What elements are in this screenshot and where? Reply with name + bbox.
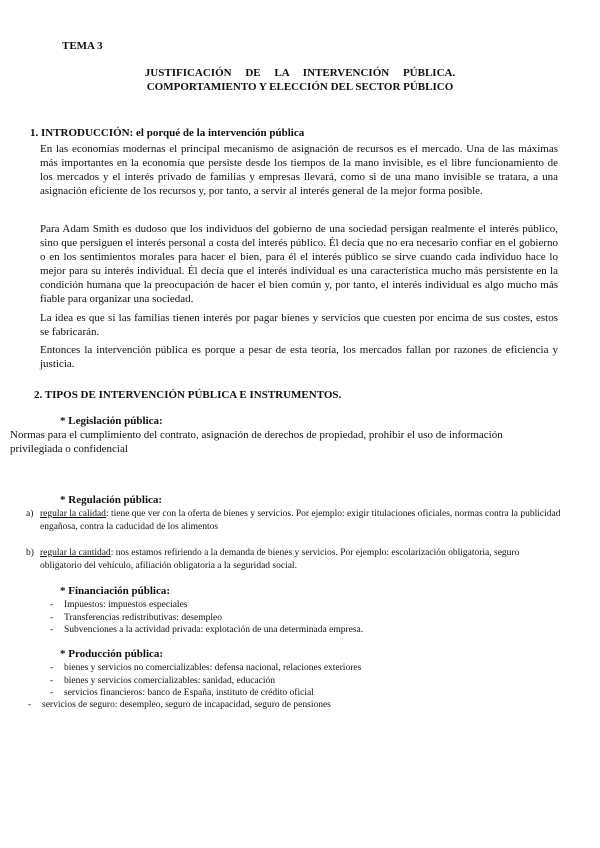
regulacion-item-a-term: regular la calidad — [40, 509, 106, 519]
regulacion-item-a-text: : tiene que ver con la oferta de bienes y servicios. Por ejemplo: exigir titulaciones oficiales, normas contra la publicidad engañosa, contra la caducidad de los alimentos — [40, 509, 561, 532]
section1-paragraph-2: Para Adam Smith es dudoso que los individuos del gobierno de una sociedad persigan realmente el interés público, sino que persiguen el interés personal a costa del interés público. Él decía que no era necesario confiar en el gobierno o en los sentimientos morales para hacer el bien, para él el interés público se sirve cuando cada individuo hace lo mejor para su interés individual. Él decía que el interés individual es una característica mucho más persistente en la condición humana que la preocupación de hacer el bien común y, por tanto, el interés individual es algo mucho más fiable para organizar una sociedad. — [40, 223, 558, 305]
list-item: - servicios financieros: banco de España, instituto de crédito oficial — [50, 687, 361, 700]
regulacion-item-a — [26, 508, 566, 533]
list-item: - bienes y servicios no comercializables: defensa nacional, relaciones exteriores — [50, 662, 361, 675]
document-title-line1: JUSTIFICACIÓN DE LA INTERVENCIÓN PÚBLICA. — [144, 67, 456, 79]
regulacion-item-b-term: regular la cantidad — [40, 548, 111, 558]
produccion-outdented-list — [28, 699, 331, 712]
section1-paragraph-4: Entonces la intervención pública es porque a pesar de esta teoría, los mercados fallan por razones de eficiencia y justicia. — [40, 344, 558, 370]
financiacion-list — [50, 599, 363, 637]
document-title-line2: COMPORTAMIENTO Y ELECCIÓN DEL SECTOR PÚBLICO — [146, 81, 454, 93]
list-item: - Impuestos: impuestos especiales — [50, 599, 363, 612]
section1-paragraph-1: En las economías modernas el principal mecanismo de asignación de recursos es el mercado. Una de las máximas más importantes en la economía que persiste desde los tiempos de la mano invisible, es el libre funcionamiento de los mercados y el interés privado de familias y empresas llevará, como si de una mano invisible se tratara, a una asignación eficiente de los recursos y, por tanto, a servir al interés general de la mejor forma posible. — [40, 143, 558, 197]
produccion-title: * Producción pública: — [60, 648, 164, 660]
list-item: - Transferencias redistributivas: desempleo — [50, 612, 363, 625]
regulacion-item-b-text: : nos estamos refiriendo a la demanda de bienes y servicios. Por ejemplo: escolarización obligatoria, seguro obligatorio del vehículo, afiliación obligatoria a la seguridad social. — [40, 548, 520, 571]
list-item: - bienes y servicios comercializables: sanidad, educación — [50, 675, 361, 688]
regulacion-title: * Regulación pública: — [60, 494, 163, 506]
regulacion-item-b — [26, 547, 546, 572]
section1-paragraph-3: La idea es que si las familias tienen interés por pagar bienes y servicios que cuesten por encima de sus costes, estos se fabricarán. — [40, 312, 558, 338]
legislacion-text: Normas para el cumplimiento del contrato, asignación de derechos de propiedad, prohibir el uso de información privilegiada o confidencial — [10, 429, 503, 455]
list-item: - servicios de seguro: desempleo, seguro de incapacidad, seguro de pensiones — [28, 699, 331, 712]
regulacion-item-a-label: a) — [26, 509, 34, 519]
financiacion-title: * Financiación pública: — [60, 585, 171, 597]
section1-heading: 1. INTRODUCCIÓN: el porqué de la intervención pública — [30, 127, 305, 139]
section2-heading: 2. TIPOS DE INTERVENCIÓN PÚBLICA E INSTRUMENTOS. — [34, 389, 342, 401]
produccion-list — [50, 662, 361, 700]
list-item: - Subvenciones a la actividad privada: explotación de una determinada empresa. — [50, 624, 363, 637]
regulacion-item-b-label: b) — [26, 548, 34, 558]
tema-label: TEMA 3 — [62, 40, 103, 52]
legislacion-title: * Legislación pública: — [60, 415, 163, 427]
